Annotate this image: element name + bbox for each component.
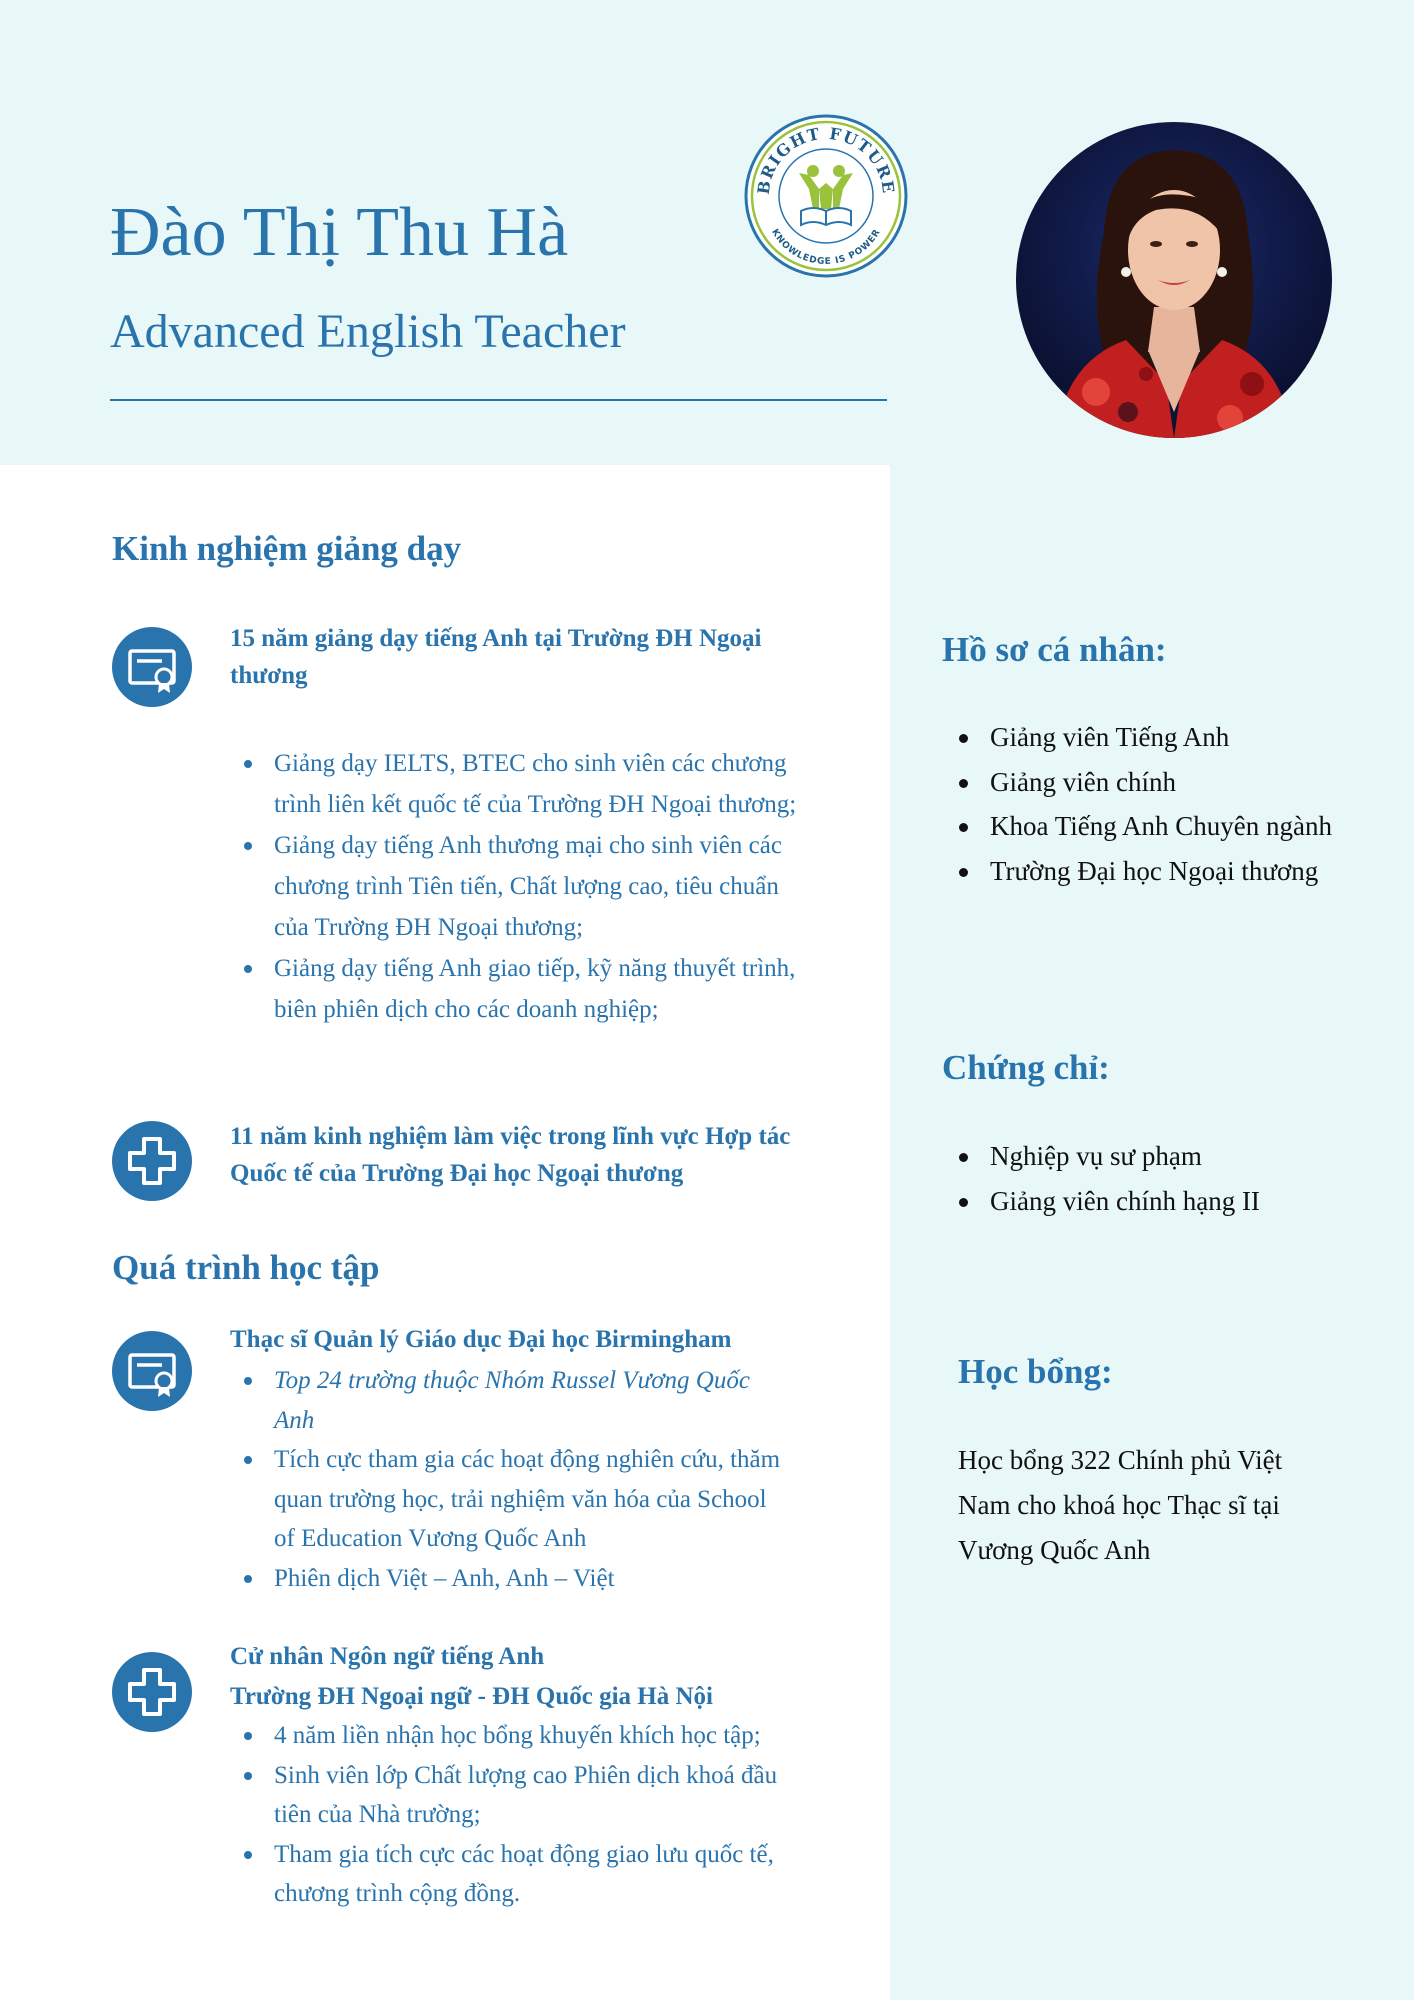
header-divider xyxy=(110,399,887,401)
certificate-icon xyxy=(112,1331,192,1411)
profile-list xyxy=(957,715,1332,893)
list-item: Tham gia tích cực các hoạt động giao lưu quốc tế, chương trình cộng đồng. xyxy=(240,1835,780,1914)
list-item: 4 năm liền nhận học bổng khuyến khích học tập; xyxy=(240,1716,780,1756)
education-entry-title: Thạc sĩ Quản lý Giáo dục Đại học Birmingham xyxy=(230,1326,732,1353)
bright-future-logo xyxy=(743,113,909,279)
list-item: Giảng viên chính hạng II xyxy=(957,1179,1260,1224)
certificates-list xyxy=(957,1134,1260,1223)
certificates-section-title: Chứng chỉ: xyxy=(942,1048,1110,1087)
list-item: Top 24 trường thuộc Nhóm Russel Vương Quốc Anh xyxy=(240,1361,790,1440)
job-title: Advanced English Teacher xyxy=(110,305,626,358)
teaching-entry-title: 11 năm kinh nghiệm làm việc trong lĩnh vực Hợp tác Quốc tế của Trường Đại học Ngoại thương xyxy=(230,1123,791,1187)
list-item: Sinh viên lớp Chất lượng cao Phiên dịch khoá đầu tiên của Nhà trường; xyxy=(240,1756,780,1835)
list-item: Giảng dạy IELTS, BTEC cho sinh viên các chương trình liên kết quốc tế của Trường ĐH Ngoại thương; xyxy=(240,743,800,825)
portrait-photo xyxy=(1016,122,1332,438)
list-item: Giảng dạy tiếng Anh thương mại cho sinh viên các chương trình Tiên tiến, Chất lượng cao, tiêu chuẩn của Trường ĐH Ngoại thương; xyxy=(240,825,800,948)
certificate-icon xyxy=(112,627,192,707)
profile-section-title: Hồ sơ cá nhân: xyxy=(942,630,1167,669)
education-bullet-list xyxy=(240,1361,790,1598)
education-entry-subtitle: Trường ĐH Ngoại ngữ - ĐH Quốc gia Hà Nội xyxy=(230,1683,713,1710)
scholarship-text: Học bổng 322 Chính phủ Việt Nam cho khoá học Thạc sĩ tại Vương Quốc Anh xyxy=(958,1445,1283,1565)
list-item: Khoa Tiếng Anh Chuyên ngành xyxy=(957,804,1332,849)
list-item: Giảng viên Tiếng Anh xyxy=(957,715,1332,760)
list-item: Phiên dịch Việt – Anh, Anh – Việt xyxy=(240,1559,790,1599)
svg-text:KNOWLEDGE IS POWER: KNOWLEDGE IS POWER xyxy=(769,227,883,268)
scholarship-section-title: Học bổng: xyxy=(958,1352,1113,1391)
list-item: Trường Đại học Ngoại thương xyxy=(957,849,1332,894)
education-bullet-list xyxy=(240,1716,780,1914)
list-item: Giảng dạy tiếng Anh giao tiếp, kỹ năng thuyết trình, biên phiên dịch cho các doanh nghiệp; xyxy=(240,948,800,1030)
person-name: Đào Thị Thu Hà xyxy=(110,194,569,271)
education-entry-title: Cử nhân Ngôn ngữ tiếng Anh xyxy=(230,1643,545,1670)
teaching-entry-title: 15 năm giảng dạy tiếng Anh tại Trường ĐH Ngoại thương xyxy=(230,625,762,689)
list-item: Nghiệp vụ sư phạm xyxy=(957,1134,1260,1179)
education-section-title: Quá trình học tập xyxy=(112,1248,380,1287)
teaching-section-title: Kinh nghiệm giảng dạy xyxy=(112,529,462,568)
teaching-bullet-list xyxy=(240,743,800,1030)
svg-text:BRIGHT FUTURE: BRIGHT FUTURE xyxy=(753,123,899,196)
list-item: Giảng viên chính xyxy=(957,760,1332,805)
plus-cross-icon xyxy=(112,1652,192,1732)
list-item: Tích cực tham gia các hoạt động nghiên cứu, thăm quan trường học, trải nghiệm văn hóa của School of Education Vương Quốc Anh xyxy=(240,1440,790,1559)
plus-cross-icon xyxy=(112,1121,192,1201)
